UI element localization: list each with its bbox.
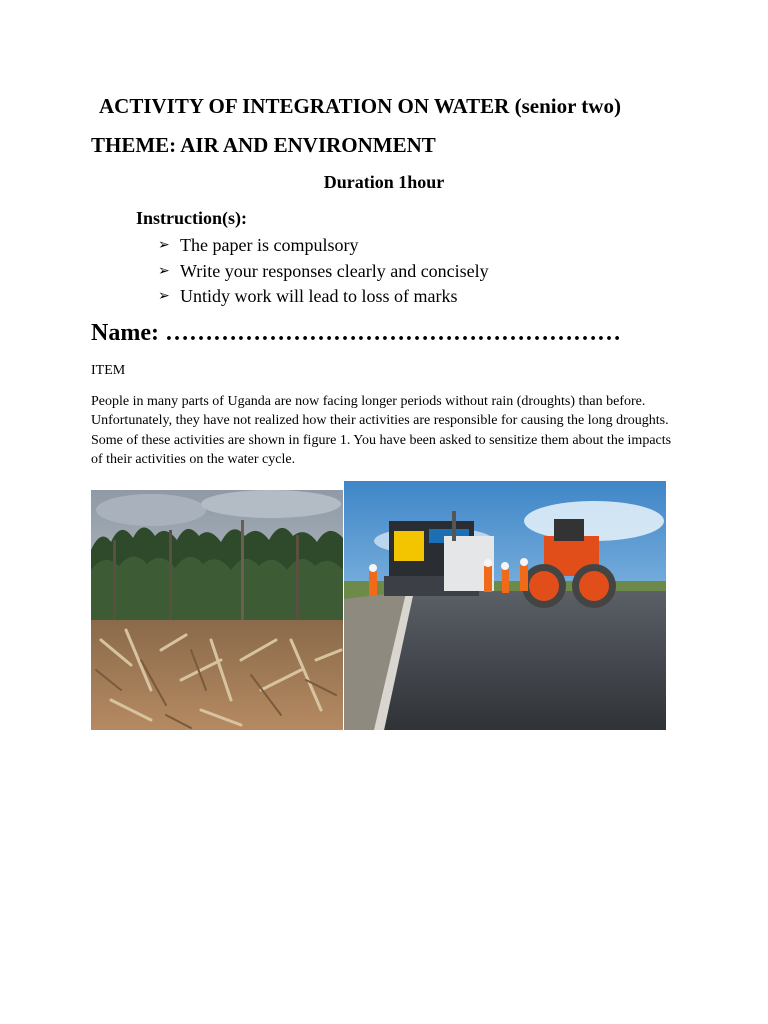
deforestation-photo	[91, 490, 343, 730]
arrow-bullet-icon: ➢	[158, 288, 170, 304]
instruction-text: Write your responses clearly and concisely	[180, 260, 489, 281]
instruction-text: Untidy work will lead to loss of marks	[180, 286, 458, 306]
name-field: Name: …………………………………………………	[91, 320, 621, 346]
instruction-item	[158, 284, 489, 310]
document-theme: THEME: AIR AND ENVIRONMENT	[91, 133, 436, 157]
arrow-bullet-icon: ➢	[158, 237, 170, 253]
instruction-text: The paper is compulsory	[180, 235, 359, 255]
figure-1	[91, 481, 666, 731]
instruction-item	[158, 233, 489, 259]
item-paragraph: People in many parts of Uganda are now facing longer periods without rain (droughts) than before. Unfortunately, they have not realized how their activities are responsible for causing the long droughts. Some of these activities are shown in figure 1. You have been asked to sensitize them about the impacts of their activities on the water cycle.	[91, 394, 672, 467]
instructions-heading: Instruction(s):	[136, 208, 247, 228]
document-title: ACTIVITY OF INTEGRATION ON WATER (senior two)	[99, 94, 621, 118]
arrow-bullet-icon: ➢	[158, 262, 170, 279]
duration: Duration 1hour	[323, 172, 445, 192]
instruction-item	[158, 259, 489, 285]
road-construction-photo	[344, 481, 666, 730]
instructions-list	[158, 233, 489, 310]
item-label: ITEM	[91, 363, 126, 378]
